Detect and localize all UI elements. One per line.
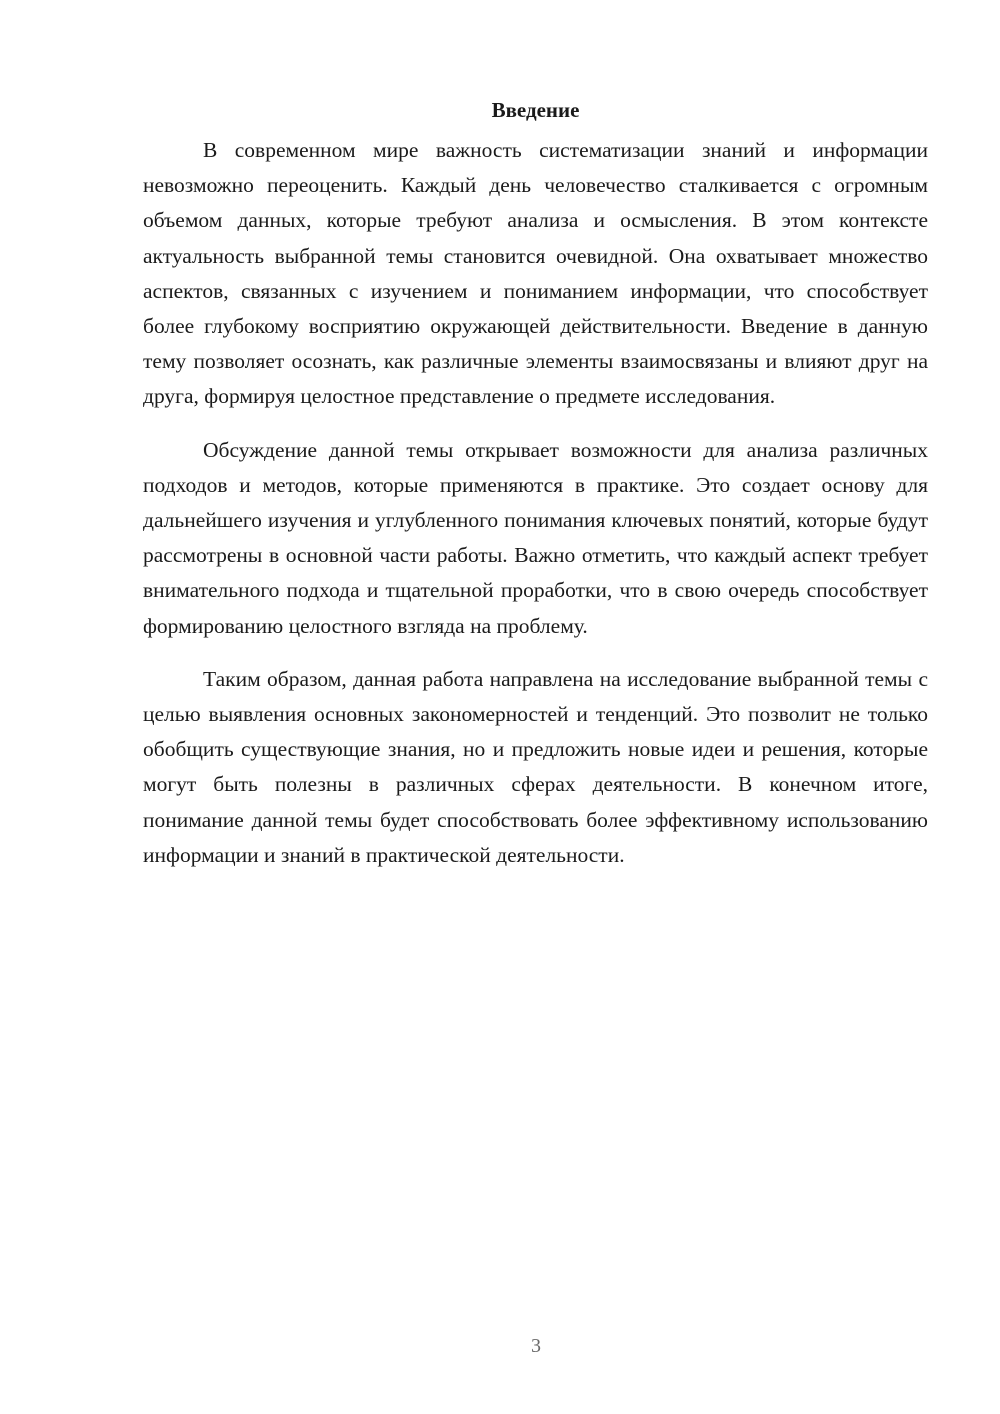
page-number: 3 <box>531 1335 541 1357</box>
section-heading: Введение <box>491 98 580 122</box>
page-content <box>143 92 928 891</box>
paragraph-3: Таким образом, данная работа направлена на исследование выбранной темы с целью выявления основных закономерностей и тенденций. Это позволит не только обобщить существующие знания, но и предложить новые идеи и решения, которые могут быть полезны в различных сферах деятельности. В конечном итоге, понимание данной темы будет способствовать более эффективному использованию информации и знаний в практической деятельности. <box>143 666 928 867</box>
paragraph-1: В современном мире важность систематизации знаний и информации невозможно переоценить. Каждый день человечество сталкивается с огромным объемом данных, которые требуют анализа и осмысления. В этом контексте актуальность выбранной темы становится очевидной. Она охватывает множество аспектов, связанных с изучением и пониманием информации, что способствует более глубокому восприятию окружающей действительности. Введение в данную тему позволяет осознать, как различные элементы взаимосвязаны и влияют друг на друга, формируя целостное представление о предмете исследования. <box>143 138 928 409</box>
paragraph-2: Обсуждение данной темы открывает возможности для анализа различных подходов и методов, которые применяются в практике. Это создает основу для дальнейшего изучения и углубленного понимания ключевых понятий, которые будут рассмотрены в основной части работы. Важно отметить, что каждый аспект требует внимательного подхода и тщательной проработки, что в свою очередь способствует формированию целостного взгляда на проблему. <box>143 437 928 638</box>
